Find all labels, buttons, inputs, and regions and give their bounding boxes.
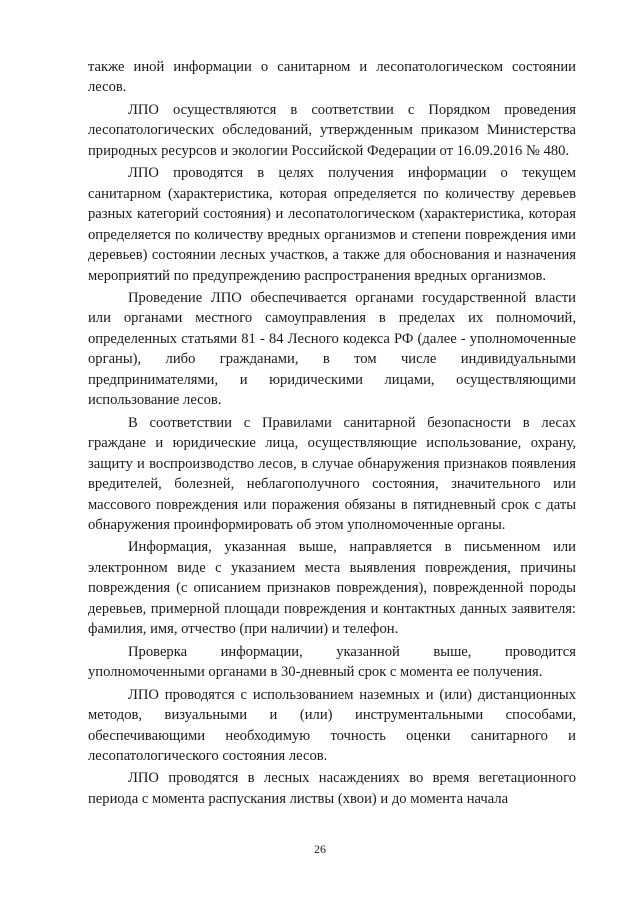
document-body	[88, 57, 576, 811]
paragraph-5: В соответствии с Правилами санитарной безопасности в лесах граждане и юридические лица, осуществляющие использование, охрану, защиту и воспроизводство лесов, в случае обнаружения признаков появления вредителей, болезней, неблагополучного состояния, значительного или массового повреждения или поражения обязаны в пятидневный срок с даты обнаружения проинформировать об этом уполномоченные органы.	[88, 414, 576, 533]
page-number: 26	[314, 842, 326, 856]
paragraph-6: Информация, указанная выше, направляется в письменном или электронном виде с указанием места выявления повреждения, причины повреждения (с описанием признаков повреждения), поврежденной породы деревьев, примерной площади повреждения и контактных данных заявителя: фамилия, имя, отчество (при наличии) и телефон.	[88, 539, 576, 638]
paragraph-3: ЛПО проводятся в целях получения информации о текущем санитарном (характеристика, которая определяется по количеству деревьев разных категорий состояния) и лесопатологическом (характеристика, которая определяется по количеству вредных организмов и степени повреждения ими деревьев) состоянии лесных участков, а также для обоснования и назначения мероприятий по предупреждению распространения вредных организмов.	[88, 165, 576, 284]
paragraph-4: Проведение ЛПО обеспечивается органами государственной власти или органами местного самоуправления в пределах их полномочий, определенных статьями 81 - 84 Лесного кодекса РФ (далее - уполномоченные органы), либо гражданами, в том числе индивидуальными предпринимателями, и юридическими лицами, осуществляющими использование лесов.	[88, 289, 576, 409]
paragraph-2: ЛПО осуществляются в соответствии с Порядком проведения лесопатологических обследований, утвержденным приказом Министерства природных ресурсов и экологии Российской Федерации от 16.09.2016 № 480.	[88, 101, 576, 159]
paragraph-9: ЛПО проводятся в лесных насаждениях во время вегетационного периода с момента распускания листвы (хвои) и до момента начала	[88, 770, 576, 807]
paragraph-1: также иной информации о санитарном и лесопатологическом состоянии лесов.	[88, 59, 576, 96]
paragraph-7: Проверка информации, указанной выше, проводится уполномоченными органами в 30-дневный срок с момента ее получения.	[88, 643, 576, 681]
paragraph-8: ЛПО проводятся с использованием наземных и (или) дистанционных методов, визуальными и (или) инструментальными способами, обеспечивающими необходимую точность оценки санитарного и лесопатологического состояния лесов.	[88, 686, 576, 764]
